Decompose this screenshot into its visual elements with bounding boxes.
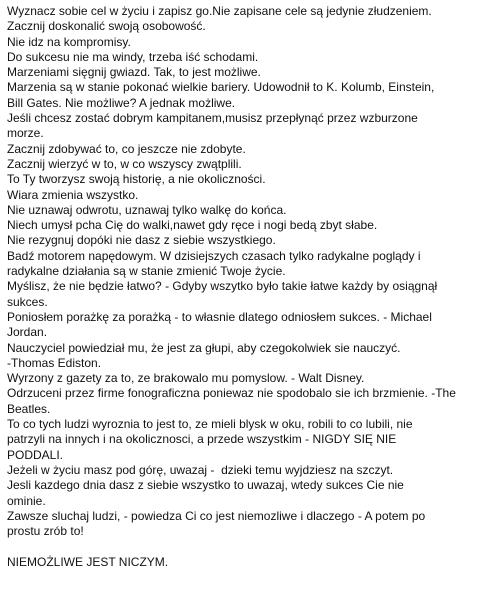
quote-line: Wyrzony z gazety za to, ze brakowalo mu pomyslow. - Walt Disney.: [7, 371, 365, 386]
quote-line: Jordan.: [7, 325, 48, 340]
quote-line: Marzenia są w stanie pokonać wielkie bariery. Udowodnił to K. Kolumb, Einstein,: [7, 80, 435, 95]
blank-line-spacer: [7, 539, 497, 554]
quote-line: Nie idz na kompromisy.: [7, 34, 131, 49]
quote-line: Poniosłem porażkę za porażką - to własnie dlatego odniosłem sukces. - Michael: [7, 309, 432, 324]
quote-line: Nie rezygnuj dopóki nie dasz z siebie wszystkiego.: [7, 233, 276, 248]
quote-line: Odrzuceni przez firme fonograficzna poniewaz nie spodobalo sie ich brzmienie. -The: [7, 386, 456, 401]
quote-line: Jeśli chcesz zostać dobrym kampitanem,musisz przepłynąć przez wzburzone: [7, 111, 418, 126]
quote-line: Wiara zmienia wszystko.: [7, 187, 139, 202]
motivational-quotes-document: [7, 4, 497, 570]
quote-line: Myślisz, że nie będzie łatwo? - Gdyby wszytko było takie łatwe każdy by osiągnął: [7, 279, 438, 294]
quote-line: Zacznij zdobywać to, co jeszcze nie zdobyte.: [7, 141, 246, 156]
quote-line: Bill Gates. Nie możliwe? A jednak możliwe.: [7, 95, 236, 110]
quote-line: Nauczyciel powiedział mu, że jest za głupi, aby czegokolwiek sie nauczyć.: [7, 340, 401, 355]
quote-line: Nie uznawaj odwrotu, uznawaj tylko walkę do końca.: [7, 202, 287, 217]
quote-line: Zacznij wierzyć w to, w co wszyscy zwątplili.: [7, 156, 242, 171]
quote-line: radykalne działania są w stanie zmienić Twoje życie.: [7, 264, 286, 279]
quote-line: Do sukcesu nie ma windy, trzeba iść schodami.: [7, 49, 259, 64]
quote-line: To co tych ludzi wyroznia to jest to, ze mieli blysk w oku, robili to co lubili, nie: [7, 417, 413, 432]
quote-line: prostu zrób to!: [7, 524, 84, 539]
quote-line: ominie.: [7, 493, 46, 508]
quote-line: patrzyli na innych i na okolicznosci, a przede wszystkim - NIGDY SIĘ NIE: [7, 432, 397, 447]
quote-line: Jeżeli w życiu masz pod górę, uwazaj - dzieki temu wyjdziesz na szczyt.: [7, 462, 394, 477]
quote-line: morze.: [7, 126, 44, 141]
quote-line: sukces.: [7, 294, 48, 309]
closing-statement: NIEMOŻLIWE JEST NICZYM.: [7, 554, 169, 569]
quote-line: Zacznij doskonalić swoją osobowość.: [7, 19, 206, 34]
quote-line: Niech umysł pcha Cię do walki,nawet gdy ręce i nogi bedą zbyt słabe.: [7, 218, 378, 233]
quote-line: -Thomas Ediston.: [7, 355, 102, 370]
quote-line: To Ty tworzysz swoją historię, a nie okoliczności.: [7, 172, 266, 187]
quote-line: Wyznacz sobie cel w życiu i zapisz go.Nie zapisane cele są jedynie złudzeniem.: [7, 4, 432, 18]
quote-line: Jesli kazdego dnia dasz z siebie wszystko to uwazaj, wtedy sukces Cie nie: [7, 478, 404, 493]
quote-line: Beatles.: [7, 401, 51, 416]
quote-line: Marzeniami sięgnij gwiazd. Tak, to jest możliwe.: [7, 65, 261, 80]
quote-line: Zawsze sluchaj ludzi, - powiedza Ci co jest niemozliwe i dlaczego - A potem po: [7, 508, 426, 523]
quote-line: PODDALI.: [7, 447, 64, 462]
quote-line: Badź motorem napędowym. W dzisiejszych czasach tylko radykalne poglądy i: [7, 248, 421, 263]
